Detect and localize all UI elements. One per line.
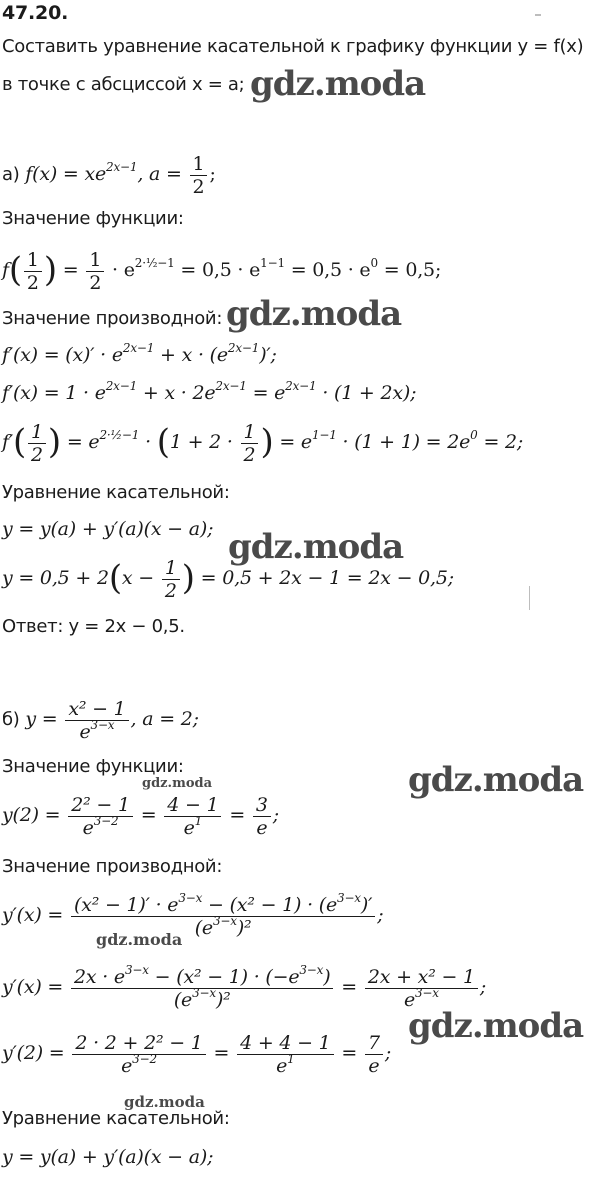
scan-mark (529, 586, 530, 610)
part-b-derivative-heading: Значение производной: (2, 856, 223, 877)
task-line-2: в точке с абсциссой x = a; (2, 74, 245, 95)
part-a-tangent-result: y = 0,5 + 2(x − $\frac{1}{2}$ ) = 0,5 + 2x − 1 = 2x − 0,5; (2, 556, 454, 602)
watermark-4: gdz.moda (408, 760, 584, 800)
part-a-answer: Ответ: y = 2x − 0,5. (2, 616, 185, 637)
part-a-tangent-formula: y = y(a) + y′(a)(x − a); (2, 518, 214, 540)
part-b-derivative-3: y′(2) = $\frac{\text{2 · 2 + 2² − 1}}{e^{3-2}}$ = $\frac{4 + 4 - 1}{e^1}$ = $\frac{7}{e}$ ; (2, 1031, 392, 1077)
part-a-value-heading: Значение функции: (2, 208, 184, 229)
part-a-value-line: f( $\frac{1}{2}$ ) = $\frac{1}{2}$ · $e^{2\cdot\frac{1}{2}-1} = 0,5 \cdot e^{1-1} = 0,5 \cdot e^0 = 0,5$; (2, 248, 442, 294)
task-line-1: Составить уравнение касательной к графику функции y = f(x) (2, 36, 584, 57)
scan-mark (535, 14, 541, 16)
part-a-derivative-2: $f'(x) = 1 \cdot e^{2x-1} + x \cdot 2e^{2x-1} = e^{2x-1} \cdot (1 + 2x)$; (2, 379, 417, 404)
watermark-small-1: gdz.moda (142, 776, 213, 791)
watermark-2: gdz.moda (226, 294, 402, 334)
watermark-1: gdz.moda (250, 64, 426, 104)
part-b-derivative-2: y′(x) = $\frac{2x \cdot e^{3-x} - (x^2 - 1) \cdot (-e^{3-x})}{(e^{3-x})^2}$ = $\frac{\text{2x + x² − 1}}{e^{3-x}}$ ; (2, 962, 487, 1011)
part-a-tangent-heading: Уравнение касательной: (2, 482, 230, 503)
watermark-5: gdz.moda (408, 1006, 584, 1046)
part-a-derivative-heading: Значение производной: (2, 308, 223, 329)
part-b-value-line: y(2) = $\frac{\text{2² − 1}}{e^{3-2}}$ = $\frac{4 - 1}{e^1}$ = $\frac{3}{e}$ ; (2, 793, 279, 839)
watermark-small-2: gdz.moda (96, 930, 183, 949)
part-a-derivative-1: $f'(x) = (x)' \cdot e^{2x-1} + x \cdot (e^{2x-1})'$; (2, 341, 277, 366)
fraction: $\frac{1}{2}$ (190, 153, 208, 198)
watermark-3: gdz.moda (228, 527, 404, 567)
part-b-value-heading: Значение функции: (2, 756, 184, 777)
problem-number: 47.20. (2, 2, 69, 24)
part-b-tangent-heading: Уравнение касательной: (2, 1108, 230, 1129)
part-b-derivative-1: y′(x) = $\frac{(x^2 - 1)' \cdot e^{3-x} - (x^2 - 1) \cdot (e^{3-x})'}{(e^{3-x})^2}$ ; (2, 890, 384, 939)
part-a-function: а) $f(x) = xe^{2x-1}$, a = $\frac{1}{2}$ ; (2, 152, 216, 198)
watermark-small-3: gdz.moda (124, 1093, 205, 1111)
part-b-tangent-formula: y = y(a) + y′(a)(x − a); (2, 1146, 214, 1168)
part-b-function: б) y = $\frac{\text{x² − 1}}{e^{3-x}}$ , a = 2; (2, 697, 199, 743)
part-a-derivative-3: f′( $\frac{1}{2}$ ) = $e^{2\cdot\frac{1}{2}-1} \cdot (1 + 2$ · $\frac{1}{2}$ ) = $e^{1-1} \cdot (1 + 1) = 2e^0 = 2$; (2, 420, 524, 466)
